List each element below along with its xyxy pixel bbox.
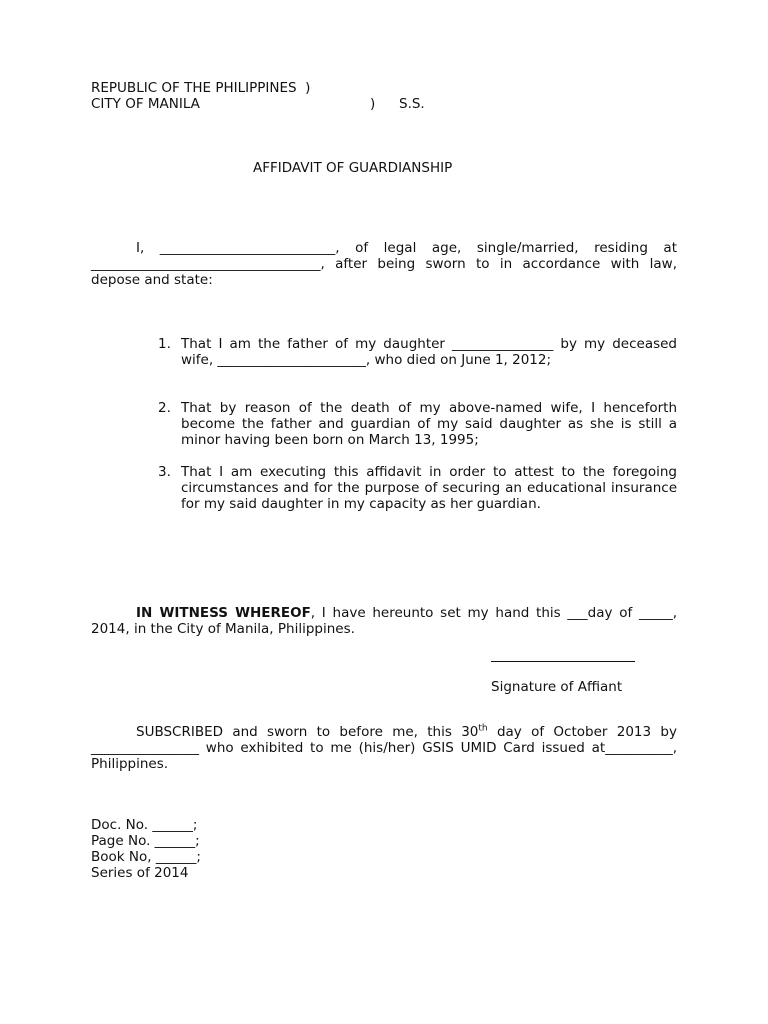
signature-line bbox=[491, 661, 635, 662]
list-item-text: That I am executing this affidavit in order to attest to the foregoing circumstances and for the purpose of securing an educational insurance for my said daughter in my capacity as her guardian. bbox=[181, 464, 677, 512]
signature-label: Signature of Affiant bbox=[491, 679, 623, 695]
book-number: Book No, ______; bbox=[91, 849, 201, 865]
intro-paragraph: I, __________________________, of legal age, single/married, residing at __________________________________, after being sworn to in accordance with law, depose and state: bbox=[91, 240, 677, 288]
caption-ss: S.S. bbox=[399, 96, 425, 112]
caption-republic: REPUBLIC OF THE PHILIPPINES ) bbox=[91, 80, 311, 96]
jurat-prefix: SUBSCRIBED and sworn to before me, this 30 bbox=[136, 724, 479, 740]
witness-paragraph bbox=[91, 605, 677, 637]
document-title: AFFIDAVIT OF GUARDIANSHIP bbox=[253, 160, 453, 176]
list-item-number: 1. bbox=[158, 336, 171, 352]
caption-city: CITY OF MANILA bbox=[91, 96, 200, 112]
caption-paren: ) bbox=[370, 96, 376, 112]
list-item-text: That by reason of the death of my above-named wife, I henceforth become the father and guardian of my said daughter as she is still a minor having been born on March 13, 1995; bbox=[181, 400, 677, 448]
witness-text: , I have hereunto set my hand this ___day of _____, 2014, in the City of Manila, Philippines. bbox=[91, 605, 677, 637]
witness-bold-phrase: IN WITNESS WHEREOF bbox=[136, 605, 311, 621]
doc-number: Doc. No. ______; bbox=[91, 817, 198, 833]
jurat-superscript: th bbox=[478, 723, 488, 734]
series-year: Series of 2014 bbox=[91, 865, 189, 881]
list-item-number: 2. bbox=[158, 400, 171, 416]
jurat-suffix: day of October 2013 by ________________ who exhibited to me (his/her) GSIS UMID Card issued at__________, Philippines. bbox=[91, 724, 677, 772]
page-number: Page No. ______; bbox=[91, 833, 200, 849]
jurat-paragraph bbox=[91, 724, 677, 772]
list-item-number: 3. bbox=[158, 464, 171, 480]
list-item-text: That I am the father of my daughter _______________ by my deceased wife, ______________________, who died on June 1, 2012; bbox=[181, 336, 677, 368]
